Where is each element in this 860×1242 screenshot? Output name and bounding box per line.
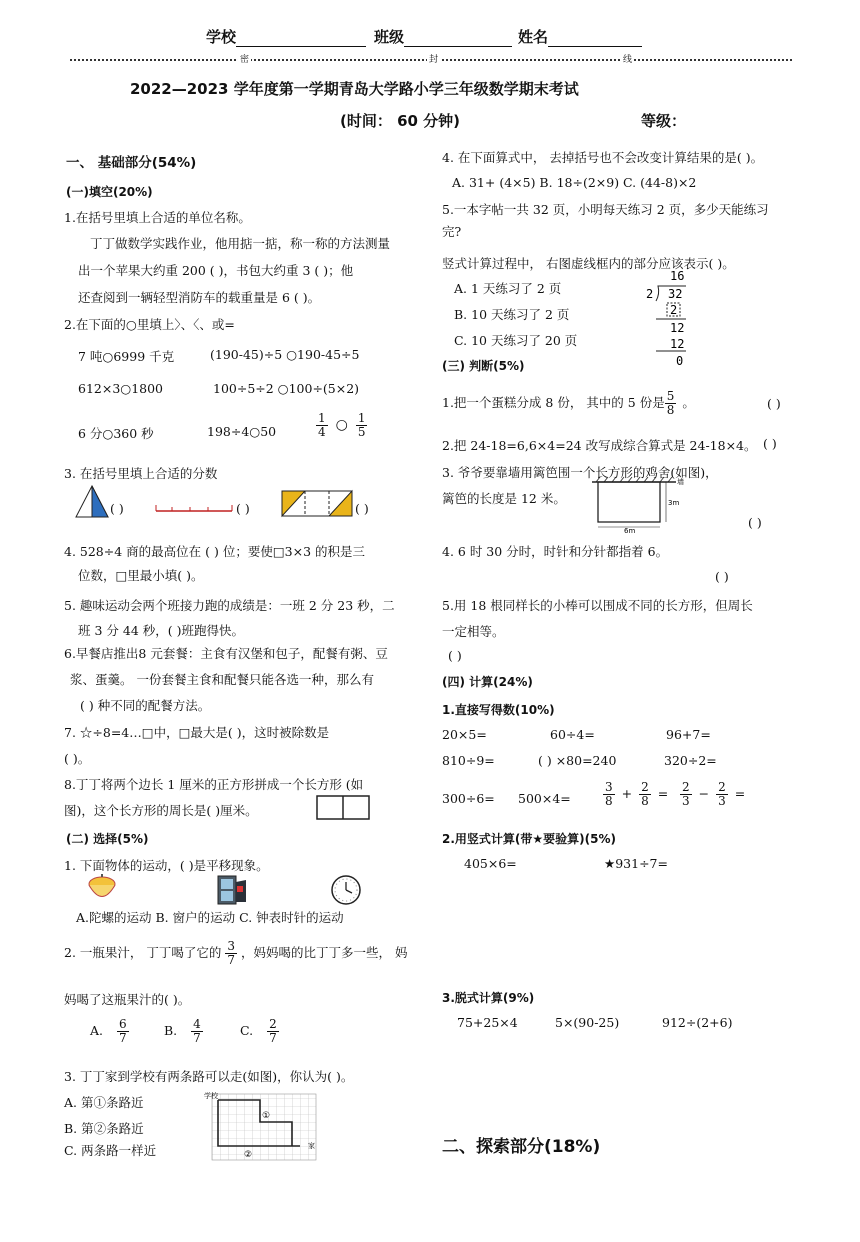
name-field[interactable] xyxy=(548,30,642,47)
r-q4-options: A. 31+ (4×5) B. 18÷(2×9) C. (44-8)×2 xyxy=(452,175,697,190)
choice-title: (二) 选择(5%) xyxy=(66,832,149,846)
calc3-c: 912÷(2+6) xyxy=(662,1015,733,1030)
calc-r1-2: 60÷4= xyxy=(550,727,595,742)
q1-line3: 还查阅到一辆轻型消防车的载重量是 6 ( )。 xyxy=(78,290,321,305)
window-icon xyxy=(218,876,246,904)
divisor: 2 xyxy=(646,287,654,301)
c2-line1: 2. 一瓶果汁， 丁丁喝了它的 $\frac{3}{7}$ ，妈妈喝的比丁丁多一些， 妈 xyxy=(64,939,408,967)
q3-paren-3[interactable]: ( ) xyxy=(355,501,369,516)
remainder-1: 12 xyxy=(670,321,685,335)
j4: 4. 6 时 30 分时，时针和分针都指着 6。 xyxy=(442,544,669,559)
j1-paren[interactable]: ( ) xyxy=(767,396,781,411)
fraction-3-7: $\frac{3}{7}$ xyxy=(227,939,235,967)
r-q4: 4. 在下面算式中， 去掉括号也不会改变计算结果的是( )。 xyxy=(442,150,764,165)
calc-r3-1: 300÷6= xyxy=(442,791,495,806)
c2-option-b[interactable]: B. $\frac{4}{7}$ xyxy=(164,1017,201,1045)
part2-title: 二、探索部分(18%) xyxy=(442,1137,601,1157)
c3-option-a[interactable]: A. 第①条路近 xyxy=(64,1095,144,1110)
r-q5-line2: 完? xyxy=(442,224,462,239)
calc2-b: ★931÷7= xyxy=(604,856,668,871)
seal-char-1: 密 xyxy=(238,52,251,65)
length-label: 6m xyxy=(624,527,636,534)
q8-line2: 图)，这个长方形的周长是( )厘米。 xyxy=(64,803,258,818)
q7-line2: ( )。 xyxy=(64,751,91,766)
c2-line2: 妈喝了这瓶果汁的( )。 xyxy=(64,992,191,1007)
part1-title: 一、 基础部分(54%) xyxy=(66,155,197,171)
j5-line2: 一定相等。 xyxy=(442,624,505,639)
c3: 3. 丁丁家到学校有两条路可以走(如图)，你认为( )。 xyxy=(64,1069,354,1084)
compare-circle[interactable]: ○ xyxy=(335,417,348,433)
calc-r1-1: 20×5= xyxy=(442,727,487,742)
q6-line3: ( ) 种不同的配餐方法。 xyxy=(80,698,211,713)
map-home-label: 家 xyxy=(308,1142,315,1150)
calc-fraction-sub: $\frac{2}{3}$ − $\frac{2}{3}$ = xyxy=(682,780,746,808)
calc-r3-2: 500×4= xyxy=(518,791,571,806)
seal-char-3: 线 xyxy=(621,52,634,65)
two-squares-figure xyxy=(316,795,372,821)
partial-1: 2 xyxy=(670,303,678,317)
route-1-label: ① xyxy=(262,1111,271,1121)
q1-line1: 丁丁做数学实践作业，他用掂一掂，称一称的方法测量 xyxy=(90,236,391,251)
school-field[interactable] xyxy=(236,30,366,47)
map-school-label: 学校 xyxy=(204,1092,218,1100)
calc1-title: 1.直接写得数(10%) xyxy=(442,703,555,717)
clock-icon xyxy=(332,876,360,904)
spinning-top-icon xyxy=(89,874,115,897)
q2-r2b: 100÷5÷2 ○100÷(5×2) xyxy=(213,381,360,396)
calc2-a: 405×6= xyxy=(464,856,517,871)
route-2-label: ② xyxy=(244,1150,253,1160)
c2-option-a[interactable]: A. $\frac{6}{7}$ xyxy=(90,1017,127,1045)
quotient: 16 xyxy=(670,269,685,283)
calc-fraction-add: $\frac{3}{8}$ + $\frac{2}{8}$ = xyxy=(605,780,669,808)
seal-char-2: 封 xyxy=(427,52,440,65)
judge-title: (三) 判断(5%) xyxy=(442,359,525,373)
j3-line1: 3. 爷爷要靠墙用篱笆围一个长方形的鸡舍(如图)， xyxy=(442,465,718,480)
q2-fraction-compare xyxy=(316,412,367,439)
exam-time: (时间： 60 分钟) xyxy=(340,112,461,130)
j2: 2.把 24-18=6,6×4=24 改写成综合算式是 24-18×4。 xyxy=(442,438,757,453)
q2-r2a: 612×3○1800 xyxy=(78,381,164,396)
q2-r1b: (190-45)÷5 ○190-45÷5 xyxy=(210,347,360,362)
q3-paren-1[interactable]: ( ) xyxy=(110,501,124,516)
q6-line1: 6.早餐店推出8 元套餐：主食有汉堡和包子，配餐有粥、豆 xyxy=(64,646,388,661)
exam-title: 2022—2023 学年度第一学期青岛大学路小学三年级数学期末考试 xyxy=(130,80,579,98)
fraction-1-4: $\frac{1}{4}$ xyxy=(318,411,326,439)
j1: 1.把一个蛋糕分成 8 份， 其中的 5 份是 $\frac{5}{8}$ 。 xyxy=(442,389,695,417)
q2-r1a: 7 吨○6999 千克 xyxy=(78,349,175,364)
calc3-title: 3.脱式计算(9%) xyxy=(442,991,535,1005)
c3-option-b[interactable]: B. 第②条路近 xyxy=(64,1121,144,1136)
fraction-5-8: $\frac{5}{8}$ xyxy=(666,389,675,417)
rectangle-figure xyxy=(282,491,352,516)
q3-paren-2[interactable]: ( ) xyxy=(236,501,250,516)
q4-line2: 位数，□里最小填( )。 xyxy=(78,568,204,583)
j3-paren[interactable]: ( ) xyxy=(748,515,762,530)
calc-r2-1: 810÷9= xyxy=(442,753,495,768)
q1: 1.在括号里填上合适的单位名称。 xyxy=(64,210,251,225)
q5-line2: 班 3 分 44 秒，( )班跑得快。 xyxy=(78,623,244,638)
q2: 2.在下面的○里填上〉、〈、或= xyxy=(64,317,235,332)
exam-grade: 等级： xyxy=(641,112,687,130)
c2-option-c[interactable]: C. $\frac{2}{7}$ xyxy=(240,1017,277,1045)
calc-r1-3: 96+7= xyxy=(666,727,711,742)
calc2-title: 2.用竖式计算(带★要验算)(5%) xyxy=(442,832,616,846)
calc-title: (四) 计算(24%) xyxy=(442,675,533,689)
calc3-a: 75+25×4 xyxy=(457,1015,518,1030)
c1: 1. 下面物体的运动，( )是平移现象。 xyxy=(64,858,269,873)
r-q5-option-a[interactable]: A. 1 天练习了 2 页 xyxy=(454,281,562,296)
r-q5-option-b[interactable]: B. 10 天练习了 2 页 xyxy=(454,307,570,322)
coop-figure xyxy=(588,474,688,534)
j2-paren[interactable]: ( ) xyxy=(763,436,777,451)
c1-options: A.陀螺的运动 B. 窗户的运动 C. 钟表时针的运动 xyxy=(76,910,344,925)
route-map xyxy=(204,1090,320,1162)
r-q5-option-c[interactable]: C. 10 天练习了 20 页 xyxy=(454,333,578,348)
remainder-2: 0 xyxy=(676,354,684,368)
c1-pictures xyxy=(84,874,374,908)
wall-label: 墙 xyxy=(677,478,684,486)
calc-r2-3: 320÷2= xyxy=(664,753,717,768)
j3-line2: 篱笆的长度是 12 米。 xyxy=(442,491,566,506)
q8-line1: 8.丁丁将两个边长 1 厘米的正方形拼成一个长方形 (如 xyxy=(64,777,364,792)
class-field[interactable] xyxy=(404,30,512,47)
r-q5-line1: 5.一本字帖一共 32 页，小明每天练习 2 页，多少天能练习 xyxy=(442,202,769,217)
q2-r3b: 198÷4○50 xyxy=(207,424,277,439)
fraction-1-5: $\frac{1}{5}$ xyxy=(357,411,366,439)
fill-title: (一)填空(20%) xyxy=(66,185,153,199)
q6-line2: 浆、蛋羹。 一份套餐主食和配餐只能各选一种，那么有 xyxy=(70,672,374,687)
class-label: 班级 xyxy=(374,26,512,47)
q2-r3a: 6 分○360 秒 xyxy=(78,426,154,441)
j5-line1: 5.用 18 根同样长的小棒可以围成不同的长方形，但周长 xyxy=(442,598,753,613)
name-label: 姓名 xyxy=(518,26,642,47)
school-label: 学校 xyxy=(206,26,366,47)
calc3-b: 5×(90-25) xyxy=(555,1015,620,1030)
height-label: 3m xyxy=(668,499,680,507)
dividend: 32 xyxy=(668,287,683,301)
q5-line1: 5. 趣味运动会两个班接力跑的成绩是：一班 2 分 23 秒，二 xyxy=(64,598,395,613)
long-division-figure xyxy=(640,268,700,372)
j4-paren[interactable]: ( ) xyxy=(715,569,729,584)
calc-r2-2: ( ) ×80=240 xyxy=(538,753,617,768)
partial-2: 12 xyxy=(670,337,685,351)
q1-line2: 出一个苹果大约重 200 ( )，书包大约重 3 ( )；他 xyxy=(78,263,354,278)
triangle-figure xyxy=(76,486,108,517)
j5-paren[interactable]: ( ) xyxy=(448,648,462,663)
segment-figure xyxy=(156,505,232,511)
q4-line1: 4. 528÷4 商的最高位在 ( ) 位；要使□3×3 的积是三 xyxy=(64,544,365,559)
q3: 3. 在括号里填上合适的分数 xyxy=(64,466,218,481)
q7-line1: 7. ☆÷8=4…□中，□最大是( )，这时被除数是 xyxy=(64,725,330,740)
c3-option-c[interactable]: C. 两条路一样近 xyxy=(64,1143,157,1158)
r-q5-line3: 竖式计算过程中， 右图虚线框内的部分应该表示( )。 xyxy=(442,256,735,271)
